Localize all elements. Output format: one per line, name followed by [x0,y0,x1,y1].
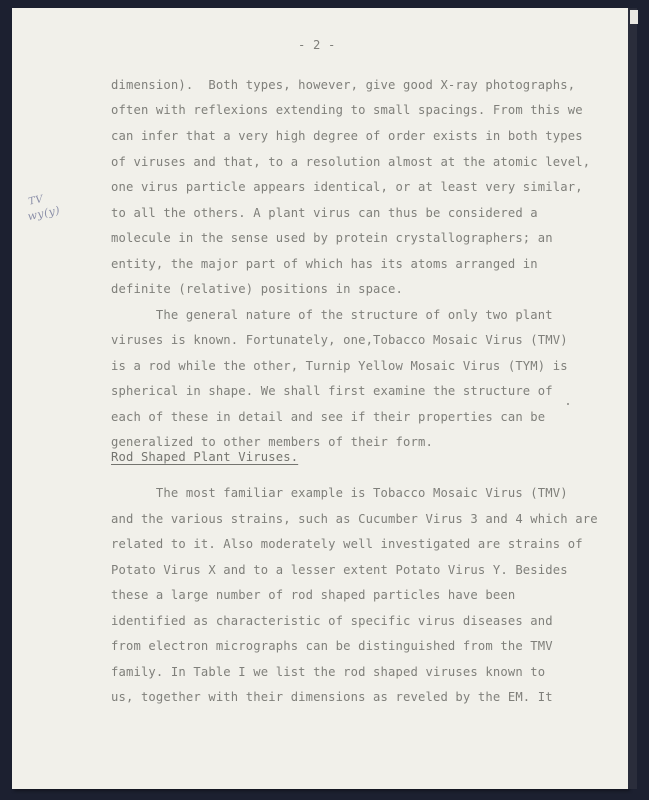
text-line: can infer that a very high degree of order exists in both types [111,129,583,143]
text-line: from electron micrographs can be distinguished from the TMV [111,639,553,653]
scan-border [628,8,637,789]
text-line: often with reflexions extending to small spacings. From this we [111,103,583,117]
text-line: is a rod while the other, Turnip Yellow Mosaic Virus (TYM) is [111,359,568,373]
text-line: entity, the major part of which has its atoms arranged in [111,257,538,271]
margin-note-top: TV [27,193,45,208]
text-line: to all the others. A plant virus can thus be considered a [111,206,538,220]
text-line: of viruses and that, to a resolution almost at the atomic level, [111,155,591,169]
text-line: family. In Table I we list the rod shaped viruses known to [111,665,546,679]
text-line: The general nature of the structure of only two plant [111,308,553,322]
ink-dot [567,403,569,405]
text-line: dimension). Both types, however, give good X-ray photographs, [111,78,576,92]
text-line: spherical in shape. We shall first examine the structure of [111,384,553,398]
text-line: definite (relative) positions in space. [111,282,404,296]
text-line: one virus particle appears identical, or at least very similar, [111,180,583,194]
document-page [12,8,628,789]
text-line: us, together with their dimensions as reveled by the EM. It [111,690,553,704]
text-line: identified as characteristic of specific virus diseases and [111,614,553,628]
margin-note-bottom: wy(y) [26,203,62,224]
text-line: each of these in detail and see if their properties can be [111,410,546,424]
page-number: - 2 - [298,38,336,52]
text-line: Potato Virus X and to a lesser extent Potato Virus Y. Besides [111,563,568,577]
text-line: viruses is known. Fortunately, one,Tobacco Mosaic Virus (TMV) [111,333,568,347]
text-line: molecule in the sense used by protein crystallographers; an [111,231,553,245]
text-line: and the various strains, such as Cucumber Virus 3 and 4 which are [111,512,598,526]
text-line: these a large number of rod shaped particles have been [111,588,516,602]
text-line: The most familiar example is Tobacco Mosaic Virus (TMV) [111,486,568,500]
text-line: generalized to other members of their form. [111,435,433,449]
section-heading: Rod Shaped Plant Viruses. [111,450,299,464]
text-line: related to it. Also moderately well investigated are strains of [111,537,583,551]
document-body [12,8,628,789]
page-corner-tab [630,10,638,24]
